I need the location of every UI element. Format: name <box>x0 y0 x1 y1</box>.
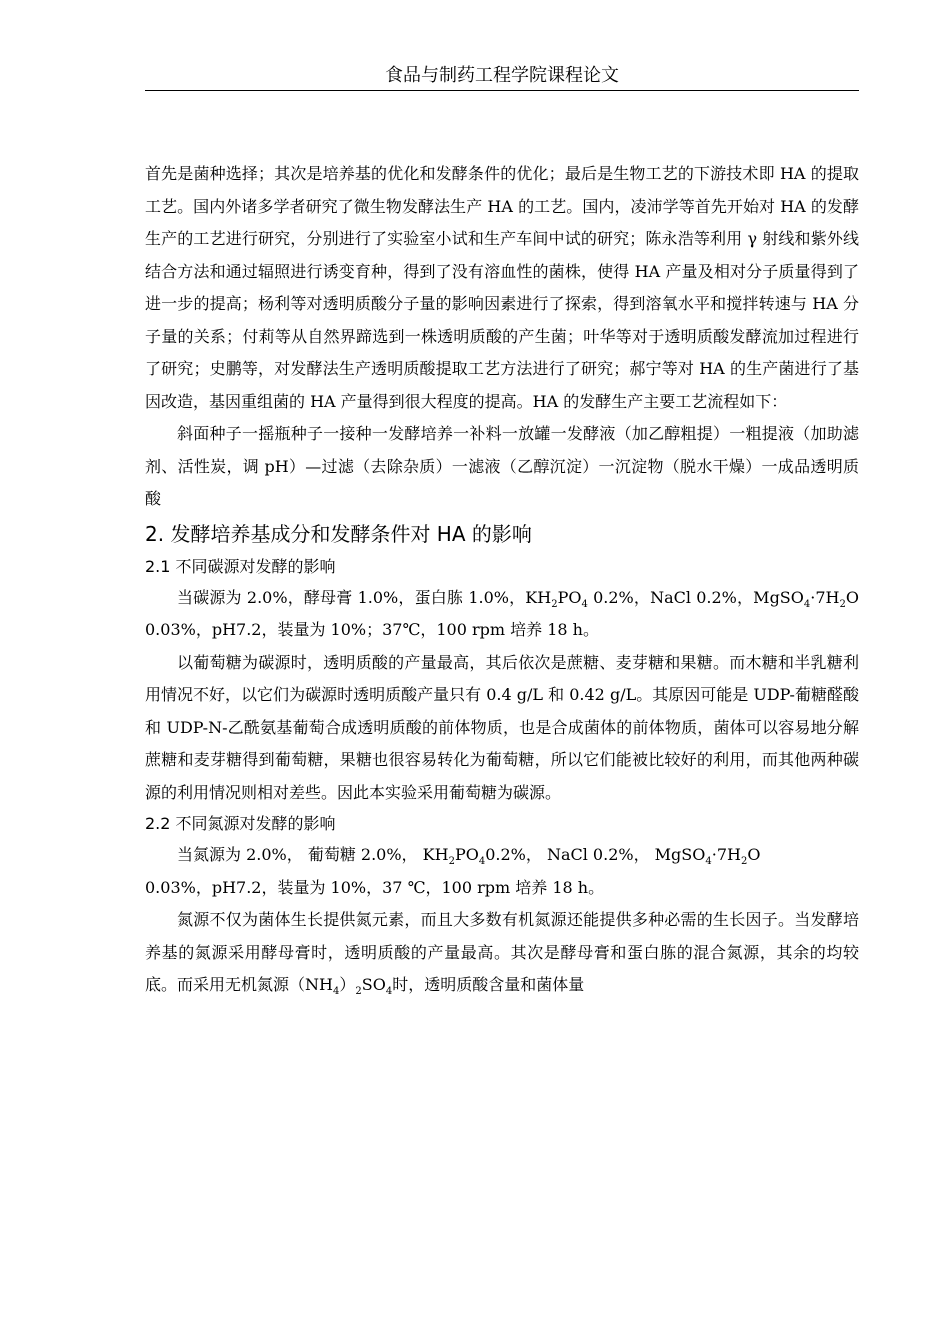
paragraph-carbon-conditions: 当碳源为 2.0%，酵母膏 1.0%，蛋白胨 1.0%，$KH_2PO_4$ 0.2%，NaCl 0.2%，$MgSO_4\cdot 7H_2O$ 0.03%，pH7.2，装量为 10%；37℃，100 rpm 培养 18 h。 <box>145 587 859 639</box>
header-rule <box>145 90 859 91</box>
subsection-heading-2-1: 2.1 不同碳源对发酵的影响 <box>145 556 336 576</box>
section-heading-2: 2. 发酵培养基成分和发酵条件对 HA 的影响 <box>145 521 532 546</box>
subsection-heading-2-2: 2.2 不同氮源对发酵的影响 <box>145 814 336 833</box>
paragraph-nitrogen-results: 氮源不仅为菌体生长提供氮元素，而且大多数有机氮源还能提供多种必需的生长因子。当发酵培养基的氮源采用酵母膏时，透明质酸的产量最高。其次是酵母膏和蛋白胨的混合氮源，其余的均较底。而采用无机氮源$(NH_4)_2SO_4$时，透明质酸含量和菌体量 <box>145 910 859 998</box>
paragraph-carbon-results: 以葡萄糖为碳源时，透明质酸的产量最高，其后依次是蔗糖、麦芽糖和果糖。而木糖和半乳糖利用情况不好，以它们为碳源时透明质酸产量只有 0.4 g/L 和 0.42 g/L。其原因可能是 UDP-葡糖醛酸和 UDP-N-乙酰氨基葡萄合成透明质酸的前体物质，也是合成菌体的前体物质，菌体可以容易地分解蔗糖和麦芽糖得到葡萄糖，果糖也很容易转化为葡萄糖，所以它们能被比较好的利用，而其他两种碳源的利用情况则相对差些。因此本实验采用葡萄糖为碳源。 <box>145 652 859 802</box>
page-header: 食品与制药工程学院课程论文 <box>385 65 619 86</box>
paragraph-nitrogen-conditions-line1: 当氮源为 2.0%， 葡萄糖 2.0%， $KH_2PO_40.2\%$， NaCl 0.2%， $MgSO_4\cdot 7H_2O$ <box>177 845 761 868</box>
paragraph-intro: 首先是菌种选择；其次是培养基的优化和发酵条件的优化；最后是生物工艺的下游技术即 HA 的提取工艺。国内外诸多学者研究了微生物发酵法生产 HA 的工艺。国内，凌沛学等首先开始对 HA 的发酵生产的工艺进行研究，分别进行了实验室小试和生产车间中试的研究；陈永浩等利用 γ 射线和紫外线结合方法和通过辐照进行诱变育种，得到了没有溶血性的菌株，使得 HA 产量及相对分子质量得到了进一步的提高；杨利等对透明质酸分子量的影响因素进行了探索，得到溶氧水平和搅拌转速与 HA 分子量的关系；付莉等从自然界蹄选到一株透明质酸的产生菌；叶华等对于透明质酸发酵流加过程进行了研究；史鹏等，对发酵法生产透明质酸提取工艺方法进行了研究；郝宁等对 HA 的生产菌进行了基因改造，基因重组菌的 HA 产量得到很大程度的提高。HA 的发酵生产主要工艺流程如下： <box>145 164 859 411</box>
page-body <box>145 158 859 1002</box>
paragraph-nitrogen-conditions-line2: 0.03%，pH7.2，装量为 10%，37 ℃，100 rpm 培养 18 h。 <box>145 877 605 897</box>
paragraph-process-flow: 斜面种子一摇瓶种子一接种一发酵培养一补料一放罐一发酵液（加乙醇粗提）一粗提液（加助滤剂、活性炭，调 pH）—过滤（去除杂质）一滤液（乙醇沉淀）一沉淀物（脱水干燥）一成品透明质酸 <box>145 424 859 508</box>
